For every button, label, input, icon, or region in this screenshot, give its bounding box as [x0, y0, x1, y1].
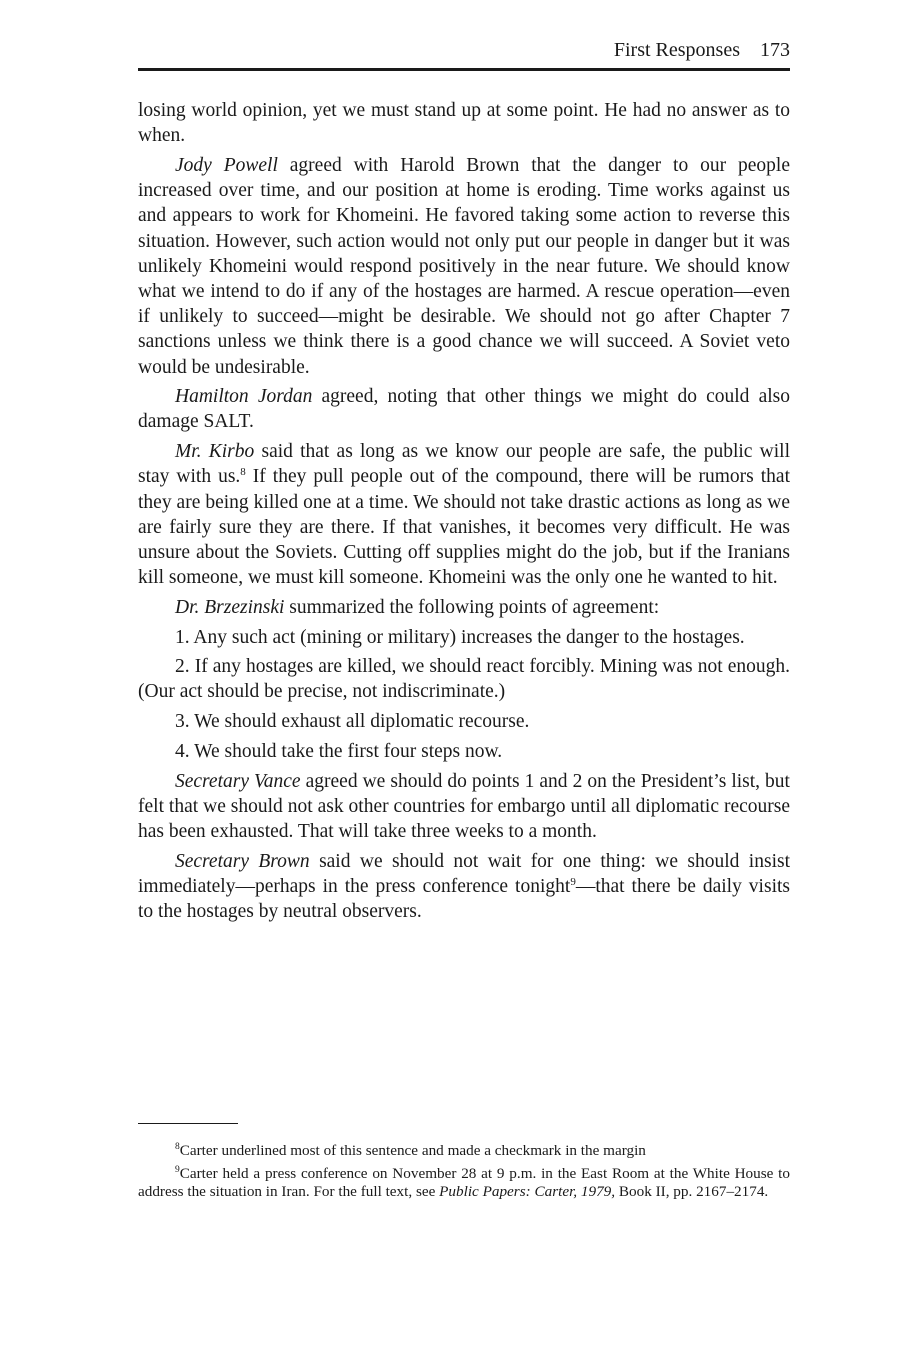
- speaker-name: Hamilton Jordan: [175, 386, 313, 408]
- paragraph-kirbo: Mr. Kirbo said that as long as we know our people are safe, the public will stay with us.$^8$ If they pull people out of the compound, there will be rumors that they are being killed one at a time. We should not take drastic actions as long as we are fairly sure they are there. If that vanishes, it becomes very difficult. He was unsure about the Soviets. Cutting off supplies might do the job, but if the Iranians kill someone, we must kill someone. Khomeini was the only one he wanted to hit.: [138, 441, 791, 589]
- cited-title: Public Papers: Carter, 1979,: [439, 1183, 616, 1201]
- footnote-number: 8: [175, 1142, 180, 1152]
- paragraph-brown: Secretary Brown said we should not wait for one thing: we should insist immediately—perhaps in the press conference tonight$^9$—that there be daily visits to the hostages by neutral observers.: [138, 850, 790, 923]
- paragraph-vance: Secretary Vance agreed we should do points 1 and 2 on the President’s list, but felt that we should not ask other countries for embargo until all diplomatic recourse has been exhausted. That will take three weeks to a month.: [138, 770, 790, 842]
- speaker-name: Mr. Kirbo: [175, 441, 255, 463]
- speaker-name: Jody Powell: [175, 154, 278, 176]
- speaker-name: Secretary Vance: [175, 770, 301, 792]
- body-text: [138, 98, 790, 929]
- footnote-ref[interactable]: 8: [240, 466, 246, 479]
- page-number: 173: [760, 39, 790, 61]
- paragraph-jordan: Hamilton Jordan agreed, noting that other things we might do could also damage SALT.: [138, 386, 790, 433]
- speaker-name: Dr. Brzezinski: [175, 596, 285, 618]
- footnote-8: $^8$Carter underlined most of this sentence and made a checkmark in the margin: [175, 1142, 646, 1159]
- chapter-title: First Responses: [613, 39, 740, 61]
- paragraph-continued: losing world opinion, yet we must stand up at some point. He had no answer as to when.: [138, 100, 790, 147]
- footnote-number: 9: [175, 1164, 180, 1175]
- paragraph-powell: Jody Powell agreed with Harold Brown that the danger to our people increased over time, and our position at home is eroding. Time works against us and appears to work for Khomeini. He favored taking some action to reverse this situation. However, such action would not only put our people in danger but it was unlikely Khomeini would respond positively in the near future. We should know what we intend to do if any of the hostages are harmed. A rescue operation—even if unlikely to succeed—might be desirable. We should not go after Chapter 7 sanctions unless we think there is a good chance we will succeed. A Soviet veto would be undesirable.: [138, 154, 790, 378]
- list-point-4: 4. We should take the first four steps now.: [175, 740, 503, 762]
- header-rule: [138, 68, 790, 71]
- list-point-2: 2. If any hostages are killed, we should react forcibly. Mining was not enough. (Our act should be precise, not indiscriminate.): [138, 656, 790, 703]
- footnote-9: $^9$Carter held a press conference on November 28 at 9 p.m. in the East Room at the White House to address the situation in Iran. For the full text, see Public Papers: Carter, 1979, Book II, pp. 2167–2174.: [138, 1164, 790, 1201]
- speaker-name: Secretary Brown: [175, 850, 310, 872]
- list-point-1: 1. Any such act (mining or military) increases the danger to the hostages.: [175, 626, 745, 648]
- running-head: [138, 36, 790, 64]
- footnotes: [138, 1142, 790, 1206]
- footnote-rule: [138, 1123, 238, 1124]
- footnote-ref[interactable]: 9: [570, 875, 576, 888]
- list-point-3: 3. We should exhaust all diplomatic recourse.: [175, 711, 530, 733]
- paragraph-brzezinski: Dr. Brzezinski summarized the following points of agreement:: [175, 596, 660, 618]
